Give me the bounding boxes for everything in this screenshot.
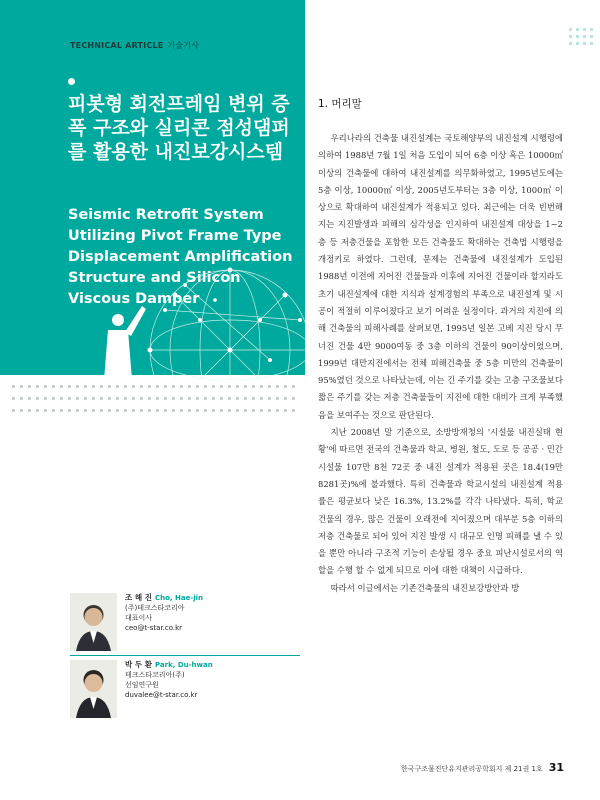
section-heading: 1. 머리말 [318, 98, 362, 110]
author-company: 테크스타코리아(주) [125, 671, 185, 679]
article-title-english: Seismic Retrofit System Utilizing Pivot Frame Type Displacement Amplification Structure and Silicon Viscous Damper [68, 207, 293, 307]
title-bullet-icon [68, 78, 75, 85]
dot-grid-decoration [12, 385, 302, 425]
author-name-en: Park, Du-hwan [154, 661, 213, 669]
author-email[interactable]: ceo@t-star.co.kr [125, 624, 183, 632]
journal-name: 한국구조물진단유지관리공학회지 제 21권 1호 [400, 765, 543, 773]
article-title-korean: 피봇형 회전프레임 변위 증폭 구조와 실리콘 점성댐퍼를 활용한 내진보강시스템 [68, 93, 290, 163]
author-name-kr: 조 해 진 [125, 593, 152, 602]
author-company: (주)테크스타코리아 [125, 604, 185, 612]
page-number: 31 [548, 761, 564, 774]
body-text [318, 130, 563, 597]
paragraph: 지난 2008년 말 기준으로, 소방방재청의 '시설물 내진실태 현황'에 따르면 전국의 건축물과 학교, 병원, 철도, 도로 등 공공 · 민간 시설물 107만 8천 72곳 중 내진 설계가 적용된 곳은 18.4(19만 8281곳)%에 불과했다. 특히 건축물과 학교시설의 내진설계 적용률은 평균보다 낮은 16.3%, 13.2%를 각각 나타냈다. 특히, 학교 건물의 경우, 많은 건물이 오래전에 지어졌으며 대부분 5층 이하의 저층 건축물로 되어 있어 지진 발생 시 대규모 인명 피해를 낼 수 있을 뿐만 아니라 구조적 기능이 손상될 경우 중요 피난시설로서의 역할을 수행 할 수 없게 되므로 이에 대한 대책이 시급하다. [318, 427, 563, 576]
author-name-en: Cho, Hae-jin [154, 594, 204, 602]
author-card [70, 593, 300, 655]
page-footer [300, 761, 564, 774]
author-position: 대표이사 [125, 614, 153, 622]
paragraph: 우리나라의 건축물 내진설계는 국토해양부의 내진설계 시행령에 의하여 1988년 7월 1일 처음 도입이 되어 6층 이상 혹은 10000㎡ 이상의 건축물에 대하여 내진설계를 의무화하였고, 1995년도에는 5층 이상, 10000㎡ 이상, 2005년도부터는 3층 이상, 1000㎡ 이상으로 확대하여 내진설계가 적용되고 있다. 최근에는 더욱 빈번해지는 지진발생과 피해의 심각성을 인지하여 내진설계 대상을 1~2층 등 저층건물을 포함한 모든 건축물도 확대하는 건축법 시행령을 개정키로 하였다. 그런데, 문제는 건축물에 내진설계가 도입된 1988년 이전에 지어진 건물들과 이후에 지어진 건물이라 할지라도 초기 내진설계에 대한 지식과 설계경험의 부족으로 내진설계 및 시공이 적절히 이루어졌다고 보기 어려운 실정이다. 과거의 지진에 의해 건축물의 피해사례를 살펴보면, 1995년 일본 고베 지진 당시 무너진 건물 4만 9000여동 중 3층 이하의 건물이 90이상이었으며, 1999년 대만지진에서는 전체 피해건축물 중 5층 미만의 건축물이 95%였던 것으로 나타났는데, 이는 긴 주기를 갖는 고층 구조물보다 짧은 주기를 갖는 저층 건축물들이 지진에 대한 대비가 크게 부족했음을 보여주는 것으로 판단된다. [318, 133, 563, 420]
author-email[interactable]: duvalee@t-star.co.kr [125, 691, 198, 699]
author-name-kr: 박 두 환 [125, 660, 152, 669]
author-photo [70, 660, 117, 718]
article-category-kr: 기술기사 [167, 41, 200, 50]
paragraph: 따라서 이글에서는 기존건축물의 내진보강방안과 방 [330, 582, 520, 593]
author-info [125, 660, 213, 700]
author-info [125, 593, 203, 633]
author-photo [70, 593, 117, 651]
author-card [70, 660, 300, 722]
author-divider [70, 655, 300, 656]
article-category-en: TECHNICAL ARTICLE [70, 41, 164, 50]
article-category [70, 40, 199, 51]
author-position: 선임연구원 [125, 681, 159, 689]
corner-dot-decoration [569, 28, 593, 52]
